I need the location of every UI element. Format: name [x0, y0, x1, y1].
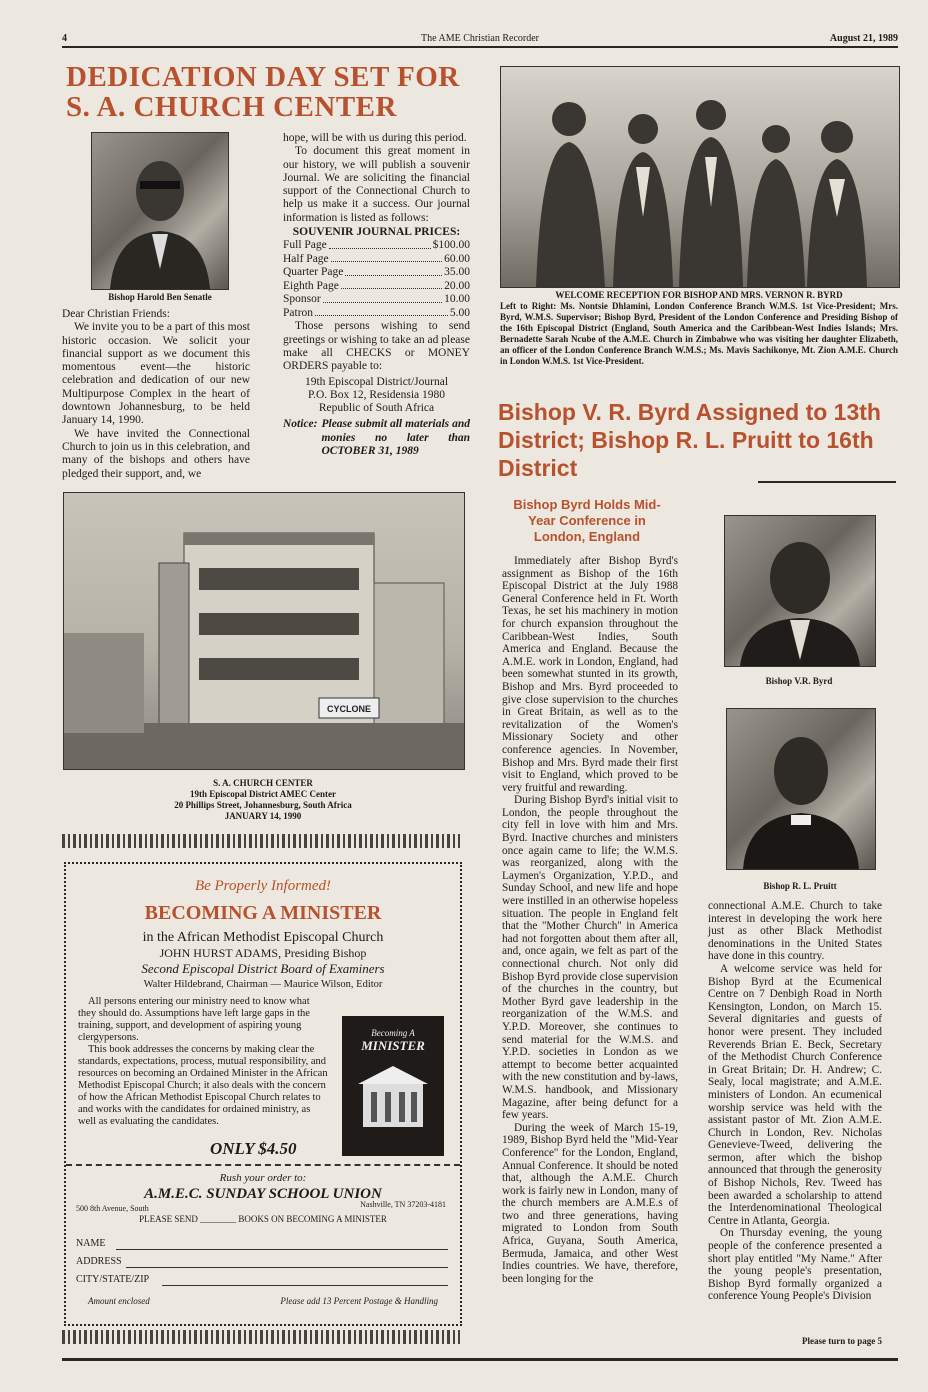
- church-building-icon: [353, 1062, 433, 1132]
- paragraph: To document this great moment in our history, we will publish a souvenir Journal. We are soliciting the financial support of the Connectional Church to help us make it a success. Our journal information is listed as follows:: [283, 145, 470, 224]
- ad-rush: Rush your order to:: [219, 1172, 307, 1184]
- article2-column-1: [502, 555, 678, 1285]
- sign-text: CYCLONE: [326, 704, 372, 714]
- issue-date: August 21, 1989: [829, 33, 898, 44]
- paragraph: We invite you to be a part of this most historic occasion. We solicit your financial support as we document this momentous event—the historic celebration and dedication of our new Multipurpose Complex in the heart of downtown Johannesburg, to be held January 14, 1990.: [62, 321, 250, 427]
- reception-photo: [500, 66, 900, 288]
- caption-pruitt: Bishop R. L. Pruitt: [763, 881, 837, 891]
- price-row: Half Page 60.00: [283, 252, 470, 265]
- ornamental-border-top: [62, 834, 460, 848]
- headline-line-2: S. A. CHURCH CENTER: [66, 91, 397, 123]
- building-illustration: [64, 493, 464, 769]
- form-address[interactable]: ADDRESS: [76, 1256, 448, 1270]
- article1-column-2: [283, 132, 470, 458]
- headline-rule: [758, 481, 896, 483]
- ad-line1: in the African Methodist Episcopal Church: [142, 930, 384, 945]
- subheadline: Bishop Byrd Holds Mid-Year Conference in London, England: [513, 497, 661, 544]
- page-header: [62, 30, 898, 44]
- church-center-photo: [63, 492, 465, 770]
- page-number: 4: [62, 33, 67, 44]
- ad-union: A.M.E.C. SUNDAY SCHOOL UNION: [144, 1186, 382, 1202]
- ad-address-right: Nashville, TN 37203-4181: [360, 1200, 446, 1209]
- form-name[interactable]: NAME: [76, 1238, 448, 1252]
- ornamental-border-bottom: [62, 1330, 460, 1344]
- person-silhouette-icon: [100, 139, 220, 289]
- ad-postage: Please add 13 Percent Postage & Handling: [280, 1296, 438, 1306]
- headline-dedication: [66, 62, 486, 122]
- book-advertisement: [64, 862, 462, 1326]
- ad-amount: Amount enclosed: [88, 1296, 150, 1306]
- salutation: Dear Christian Friends:: [62, 308, 170, 320]
- ad-address-left: 500 8th Avenue, South: [76, 1204, 149, 1213]
- headline-line-1: DEDICATION DAY SET FOR: [66, 61, 460, 93]
- ad-line4: Walter Hildebrand, Chairman — Maurice Wilson, Editor: [143, 979, 383, 990]
- mailing-address: 19th Episcopal District/Journal P.O. Box 12, Residensia 1980 Republic of South Africa: [304, 375, 449, 415]
- portrait-pruitt: [726, 708, 876, 870]
- article2-column-2: [708, 900, 882, 1303]
- building-caption: S. A. CHURCH CENTER 19th Episcopal District AMEC Center 20 Phillips Street, Johannesburg, South Africa JANUARY 14, 1990: [174, 778, 352, 821]
- ad-divider: [66, 1164, 460, 1166]
- price-row: Sponsor 10.00: [283, 293, 470, 306]
- person-silhouette-icon: [730, 520, 870, 666]
- price-row: Quarter Page 35.00: [283, 266, 470, 279]
- person-silhouette-icon: [731, 713, 871, 869]
- ad-tagline: Be Properly Informed!: [194, 878, 332, 894]
- footer-rule: [62, 1358, 898, 1361]
- caption-senatle: Bishop Harold Ben Senatle: [108, 292, 212, 302]
- price-row: Eighth Page 20.00: [283, 279, 470, 292]
- paragraph: connectional A.M.E. Church to take interest in developing the work here just as other Black Methodist denominations in the United States have done in this country.: [708, 900, 882, 963]
- ad-please-send: PLEASE SEND ________ BOOKS ON BECOMING A MINISTER: [139, 1214, 387, 1224]
- paragraph: hope, will be with us during this period.: [283, 132, 467, 144]
- price-list: [283, 239, 470, 320]
- ad-line2: JOHN HURST ADAMS, Presiding Bishop: [159, 946, 367, 960]
- prices-heading: SOUVENIR JOURNAL PRICES:: [292, 226, 461, 239]
- paragraph: During the week of March 15-19, 1989, Bishop Byrd held the ''Mid-Year Conference'' for the London, England, Annual Conference. It should be noted that, although the A.M.E. Church work is fairly new in London, many of the church members are A.M.E.s of two and three generations, having migrated to London from South Africa, Guyana, South America, Bermuda, Jamaica, and other West Indies countries. We have, therefore, been longing for the: [502, 1121, 678, 1285]
- notice: Notice: Please submit all materials and monies no later than OCTOBER 31, 1989: [283, 418, 470, 458]
- ad-title: BECOMING A MINISTER: [144, 902, 382, 924]
- paragraph: A welcome service was held for Bishop Byrd at the Ecumenical Centre on 7 Denbigh Road in North Kensington, London, on March 15. Several dignitaries and guests of honor were present. They included Reverends Brian E. Beck, Secretary of the Methodist Church Conference in Great Britain; Dr. H. Andrew; C. Sealy, local magistrate; and A.M.E. ministers of London. An ecumenical worship service was held with the assistant pastor of Mt. Zion A.M.E. Church in London, Rev. Nicholas Genevieve-Tweed, delivering the sermon, after which the bishop announced that through the generosity of Bishop Nichols, Rev. Tweed has been awarded a scholarship to attend the Interdenominational Theological Centre in Atlanta, Georgia.: [708, 962, 882, 1227]
- group-silhouette: [501, 67, 899, 287]
- paragraph: We have invited the Connectional Church to join us in this celebration, and many of the bishops and others have pledged their support, and, we: [62, 427, 250, 480]
- price-row: Patron 5.00: [283, 306, 470, 319]
- book-cover: Becoming A MINISTER: [342, 1016, 444, 1156]
- paragraph-greetings: Those persons wishing to send greetings or wishing to take an ad please make all CHECKS or MONEY ORDERS payable to:: [283, 320, 470, 373]
- header-rule: [62, 46, 898, 48]
- continued-note: Please turn to page 5: [802, 1336, 882, 1346]
- paragraph: During Bishop Byrd's initial visit to London, the people throughout the city fell in love with him and Mrs. Byrd. Inactive churches and ministers once again came to life; the W.M.S. was reorganized, along with the Laymen's Organization, Y.P.D., and Sunday School, and new life and hope were instilled in an otherwise hopeless situation. The people in England felt that the ''Mother Church'' in America had not forgotten about them after all, and, once again, we felt as part of the connectional church. Not only did Bishop Byrd provide close supervision of the churches in the country, but Mother Byrd gave leadership in the reorganization of the W.M.S. and Y.P.D. Moreover, she continues to send material for the W.M.S. and Y.P.D. societies in London as we attempt to become better acquainted with the new constitution and by-laws, W.M.S. handbook, and Missionary Magazine, after being defunct for a few years.: [502, 794, 678, 1122]
- portrait-senatle: [91, 132, 229, 290]
- portrait-byrd: [724, 515, 876, 667]
- article1-column-1: [62, 308, 250, 481]
- ad-price: ONLY $4.50: [210, 1139, 297, 1158]
- price-row: Full Page $100.00: [283, 239, 470, 252]
- ad-description: All persons entering our ministry need to know what they should do. Assumptions have left large gaps in the training, support, and development of aspiring young clergypersons. This book addresses the concerns by making clear the standards, expectations, process, mutual responsibility, and resources on becoming an Ordained Minister in the African Methodist Episcopal Church; it also deals with the concern of how the African Methodist Episcopal Church relates to and works with the candidates for ordained ministry, as well as evaluating the candidates.: [78, 996, 328, 1127]
- caption-byrd: Bishop V.R. Byrd: [765, 676, 833, 686]
- form-city-state-zip[interactable]: CITY/STATE/ZIP: [76, 1274, 448, 1288]
- paper-title: The AME Christian Recorder: [420, 33, 540, 44]
- headline-byrd-pruitt: Bishop V. R. Byrd Assigned to 13th District; Bishop R. L. Pruitt to 16th District: [498, 399, 881, 481]
- ad-line3: Second Episcopal District Board of Examiners: [141, 961, 385, 976]
- paragraph: Immediately after Bishop Byrd's assignment as Bishop of the 16th Episcopal District at the July 1988 General Conference held in Ft. Worth Texas, he set his machinery in motion for church expansion throughout the Caribbean-West Indies, South America and England. Because the A.M.E. work in London, England, had been somewhat stunted in its growth, Bishop and Mrs. Byrd proceeded to give close supervision to the churches in Great Britain, as well as to the revitalization of the Women's Missionary Society and other conference agencies. In November, Bishop and Mrs. Byrd made their first visit to England, which proved to be very fruitful and rewarding.: [502, 555, 678, 794]
- paragraph: On Thursday evening, the young people of the conference presented a short play entitled ''My Name.'' After the young people's presentation, Bishop Byrd formally organized a conference Young People's Division: [708, 1227, 882, 1303]
- reception-caption-text: Left to Right: Ms. Nontsie Dhlamini, London Conference Branch W.M.S. 1st Vice-President; Mrs. Byrd, W.M.S. Supervisor; Bishop Byrd, President of the London Conference and Presiding Bishop of the 16th Episcopal District (England, South America and the Caribbean-West Indies Islands; Mrs. Bernadette Sarah Ncube of the A.M.E. Church in Zimbabwe who was visiting her daughter Elizabeth, an officer of the London Conference Branch W.M.S.; Ms. Mavis Sachikonye, Mt. Zion A.M.E. Church in London W.M.S. 1st Vice-President.: [500, 301, 898, 366]
- reception-caption-title: WELCOME RECEPTION FOR BISHOP AND MRS. VERNON R. BYRD: [555, 290, 843, 300]
